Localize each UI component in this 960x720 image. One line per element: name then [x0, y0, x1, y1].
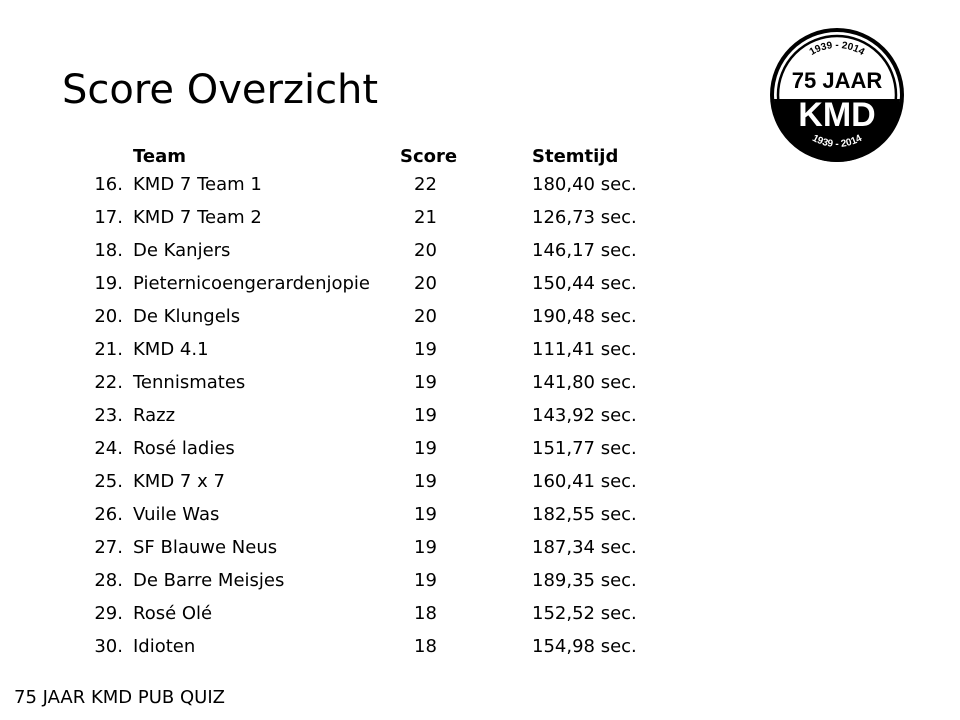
- score-cell: 18: [414, 603, 437, 624]
- score-cell: 19: [414, 504, 437, 525]
- team-cell: KMD 7 Team 1: [133, 174, 262, 195]
- table-row: [68, 531, 692, 564]
- score-cell: 19: [414, 471, 437, 492]
- rank-header: [68, 144, 133, 168]
- team-cell: KMD 4.1: [133, 339, 209, 360]
- table-row: [68, 333, 692, 366]
- rank-cell: 16.: [94, 174, 123, 195]
- rank-cell: 28.: [94, 570, 123, 591]
- table-row: [68, 498, 692, 531]
- time-cell: 126,73 sec.: [532, 207, 637, 228]
- kmd-75-jaar-logo: [768, 26, 906, 164]
- team-cell: SF Blauwe Neus: [133, 537, 278, 558]
- table-header-row: [68, 144, 692, 168]
- rank-cell: 24.: [94, 438, 123, 459]
- time-cell: 143,92 sec.: [532, 405, 637, 426]
- rank-cell: 18.: [94, 240, 123, 261]
- time-header: Stemtijd: [532, 145, 619, 167]
- team-cell: Rosé Olé: [133, 603, 213, 624]
- rank-cell: 23.: [94, 405, 123, 426]
- logo-years-bottom: 1939 - 2014: [810, 132, 864, 150]
- time-cell: 152,52 sec.: [532, 603, 637, 624]
- rank-cell: 20.: [94, 306, 123, 327]
- logo-years-top: 1939 - 2014: [807, 40, 867, 58]
- time-cell: 160,41 sec.: [532, 471, 637, 492]
- rank-cell: 26.: [94, 504, 123, 525]
- score-cell: 18: [414, 636, 437, 657]
- team-cell: De Klungels: [133, 306, 241, 327]
- footer-text: 75 JAAR KMD PUB QUIZ: [14, 687, 225, 708]
- rank-cell: 17.: [94, 207, 123, 228]
- score-cell: 19: [414, 537, 437, 558]
- rank-cell: 30.: [94, 636, 123, 657]
- rank-cell: 27.: [94, 537, 123, 558]
- rank-cell: 25.: [94, 471, 123, 492]
- team-cell: De Kanjers: [133, 240, 231, 261]
- score-cell: 19: [414, 438, 437, 459]
- score-header: Score: [400, 145, 458, 167]
- team-cell: Pieternicoengerardenjopie: [133, 273, 370, 294]
- score-cell: 19: [414, 339, 437, 360]
- team-cell: De Barre Meisjes: [133, 570, 285, 591]
- rank-cell: 22.: [94, 372, 123, 393]
- time-cell: 154,98 sec.: [532, 636, 637, 657]
- table-row: [68, 597, 692, 630]
- table-row: [68, 267, 692, 300]
- table-row: [68, 168, 692, 201]
- time-cell: 182,55 sec.: [532, 504, 637, 525]
- table-row: [68, 300, 692, 333]
- logo-brand: KMD: [798, 96, 876, 134]
- rank-cell: 19.: [94, 273, 123, 294]
- rank-cell: 29.: [94, 603, 123, 624]
- score-cell: 20: [414, 240, 437, 261]
- time-cell: 187,34 sec.: [532, 537, 637, 558]
- table-row: [68, 201, 692, 234]
- table-row: [68, 399, 692, 432]
- rank-cell: 21.: [94, 339, 123, 360]
- team-cell: KMD 7 Team 2: [133, 207, 262, 228]
- time-cell: 190,48 sec.: [532, 306, 637, 327]
- table-row: [68, 366, 692, 399]
- time-cell: 180,40 sec.: [532, 174, 637, 195]
- time-cell: 150,44 sec.: [532, 273, 637, 294]
- team-cell: Razz: [133, 405, 176, 426]
- team-cell: KMD 7 x 7: [133, 471, 225, 492]
- table-row: [68, 234, 692, 267]
- time-cell: 146,17 sec.: [532, 240, 637, 261]
- logo-main-text: 75 JAAR: [791, 68, 883, 93]
- time-cell: 141,80 sec.: [532, 372, 637, 393]
- table-row: [68, 432, 692, 465]
- time-cell: 111,41 sec.: [532, 339, 637, 360]
- score-cell: 19: [414, 405, 437, 426]
- score-cell: 21: [414, 207, 437, 228]
- score-cell: 20: [414, 306, 437, 327]
- time-cell: 189,35 sec.: [532, 570, 637, 591]
- score-cell: 20: [414, 273, 437, 294]
- page-title: Score Overzicht: [62, 67, 379, 113]
- time-cell: 151,77 sec.: [532, 438, 637, 459]
- team-cell: Rosé ladies: [133, 438, 235, 459]
- table-row: [68, 630, 692, 663]
- score-table-body: [68, 168, 692, 663]
- team-cell: Vuile Was: [133, 504, 220, 525]
- table-row: [68, 564, 692, 597]
- team-cell: Idioten: [133, 636, 196, 657]
- score-cell: 19: [414, 570, 437, 591]
- team-header: Team: [133, 145, 186, 167]
- score-table: [68, 144, 692, 663]
- score-cell: 19: [414, 372, 437, 393]
- score-cell: 22: [414, 174, 437, 195]
- team-cell: Tennismates: [133, 372, 246, 393]
- table-row: [68, 465, 692, 498]
